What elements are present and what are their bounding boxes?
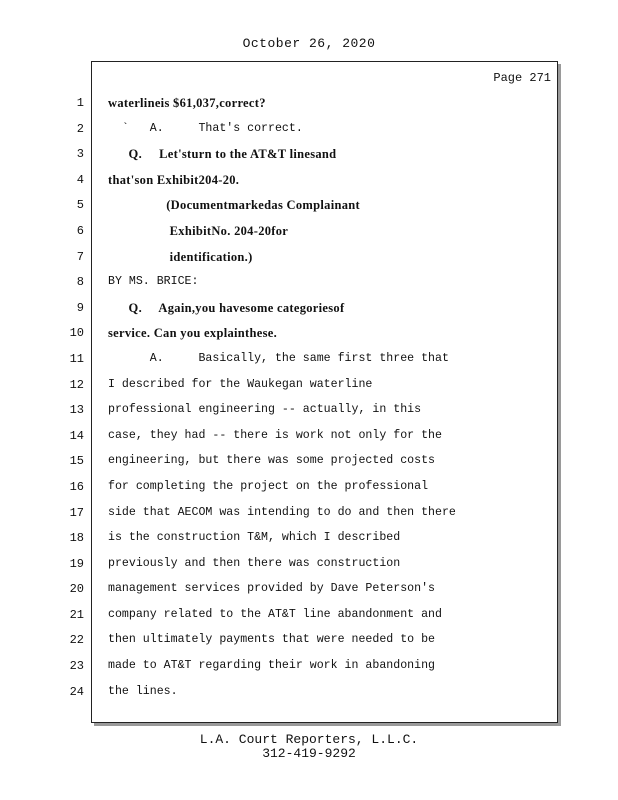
transcript-line: then ultimately payments that were needed to be <box>108 633 435 647</box>
transcript-line: for completing the project on the professional <box>108 479 429 493</box>
line-number: 5 <box>76 198 84 213</box>
line-number: 16 <box>69 479 84 494</box>
line-number: 17 <box>69 505 84 520</box>
line-number: 19 <box>69 556 84 571</box>
line-number: 2 <box>76 121 84 136</box>
transcript-line: I described for the Waukegan waterline <box>108 377 373 391</box>
transcript-line: side that AECOM was intending to do and then there <box>108 505 456 519</box>
page-number: Page 271 <box>493 71 551 85</box>
transcript-date: October 26, 2020 <box>242 36 376 51</box>
line-number: 3 <box>76 147 84 162</box>
transcript-line: BY MS. BRICE: <box>108 275 199 289</box>
line-number: 4 <box>76 172 84 187</box>
transcript-line: Q. Let'sturn to the AT&T linesand <box>108 147 337 162</box>
line-number: 18 <box>69 531 84 546</box>
line-number: 13 <box>69 403 84 418</box>
transcript-line: that'son Exhibit204-20. <box>108 172 240 187</box>
transcript-line: ` A. That's correct. <box>108 121 303 135</box>
line-number: 22 <box>69 633 84 648</box>
transcript-line: (Documentmarkedas Complainant <box>108 198 360 213</box>
reporter-company: L.A. Court Reporters, L.L.C. <box>199 732 419 747</box>
transcript-line: service. Can you explainthese. <box>108 326 278 341</box>
line-number: 20 <box>69 582 84 597</box>
transcript-line: made to AT&T regarding their work in abandoning <box>108 659 435 673</box>
line-number: 11 <box>69 351 84 366</box>
line-number: 8 <box>76 275 84 290</box>
line-number: 7 <box>76 249 84 264</box>
transcript-line: Q. Again,you havesome categoriesof <box>108 300 345 315</box>
transcript-line: identification.) <box>108 249 253 264</box>
line-number: 9 <box>76 300 84 315</box>
line-number-column <box>58 94 84 708</box>
transcript-line: ExhibitNo. 204-20for <box>108 223 289 238</box>
line-number: 21 <box>69 607 84 622</box>
footer <box>0 733 618 761</box>
line-number: 12 <box>69 377 84 392</box>
transcript-line: previously and then there was construction <box>108 556 401 570</box>
line-number: 24 <box>69 684 84 699</box>
transcript-line: the lines. <box>108 684 178 698</box>
transcript-line: waterlineis $61,037,correct? <box>108 96 266 110</box>
transcript-line: management services provided by Dave Peterson's <box>108 582 435 596</box>
line-number: 15 <box>69 454 84 469</box>
transcript-line: company related to the AT&T line abandonment and <box>108 607 442 621</box>
transcript-line: professional engineering -- actually, in this <box>108 403 422 417</box>
line-number: 6 <box>76 223 84 238</box>
transcript-line: engineering, but there was some projected costs <box>108 454 435 468</box>
reporter-phone: 312-419-9292 <box>262 746 356 761</box>
transcript-line: is the construction T&M, which I described <box>108 531 401 545</box>
transcript-text <box>108 94 548 708</box>
line-number: 14 <box>69 428 84 443</box>
transcript-line: case, they had -- there is work not only for the <box>108 428 442 442</box>
line-number: 10 <box>69 326 84 341</box>
line-number: 23 <box>69 659 84 674</box>
transcript-line: A. Basically, the same first three that <box>108 351 449 365</box>
line-number: 1 <box>76 96 84 110</box>
